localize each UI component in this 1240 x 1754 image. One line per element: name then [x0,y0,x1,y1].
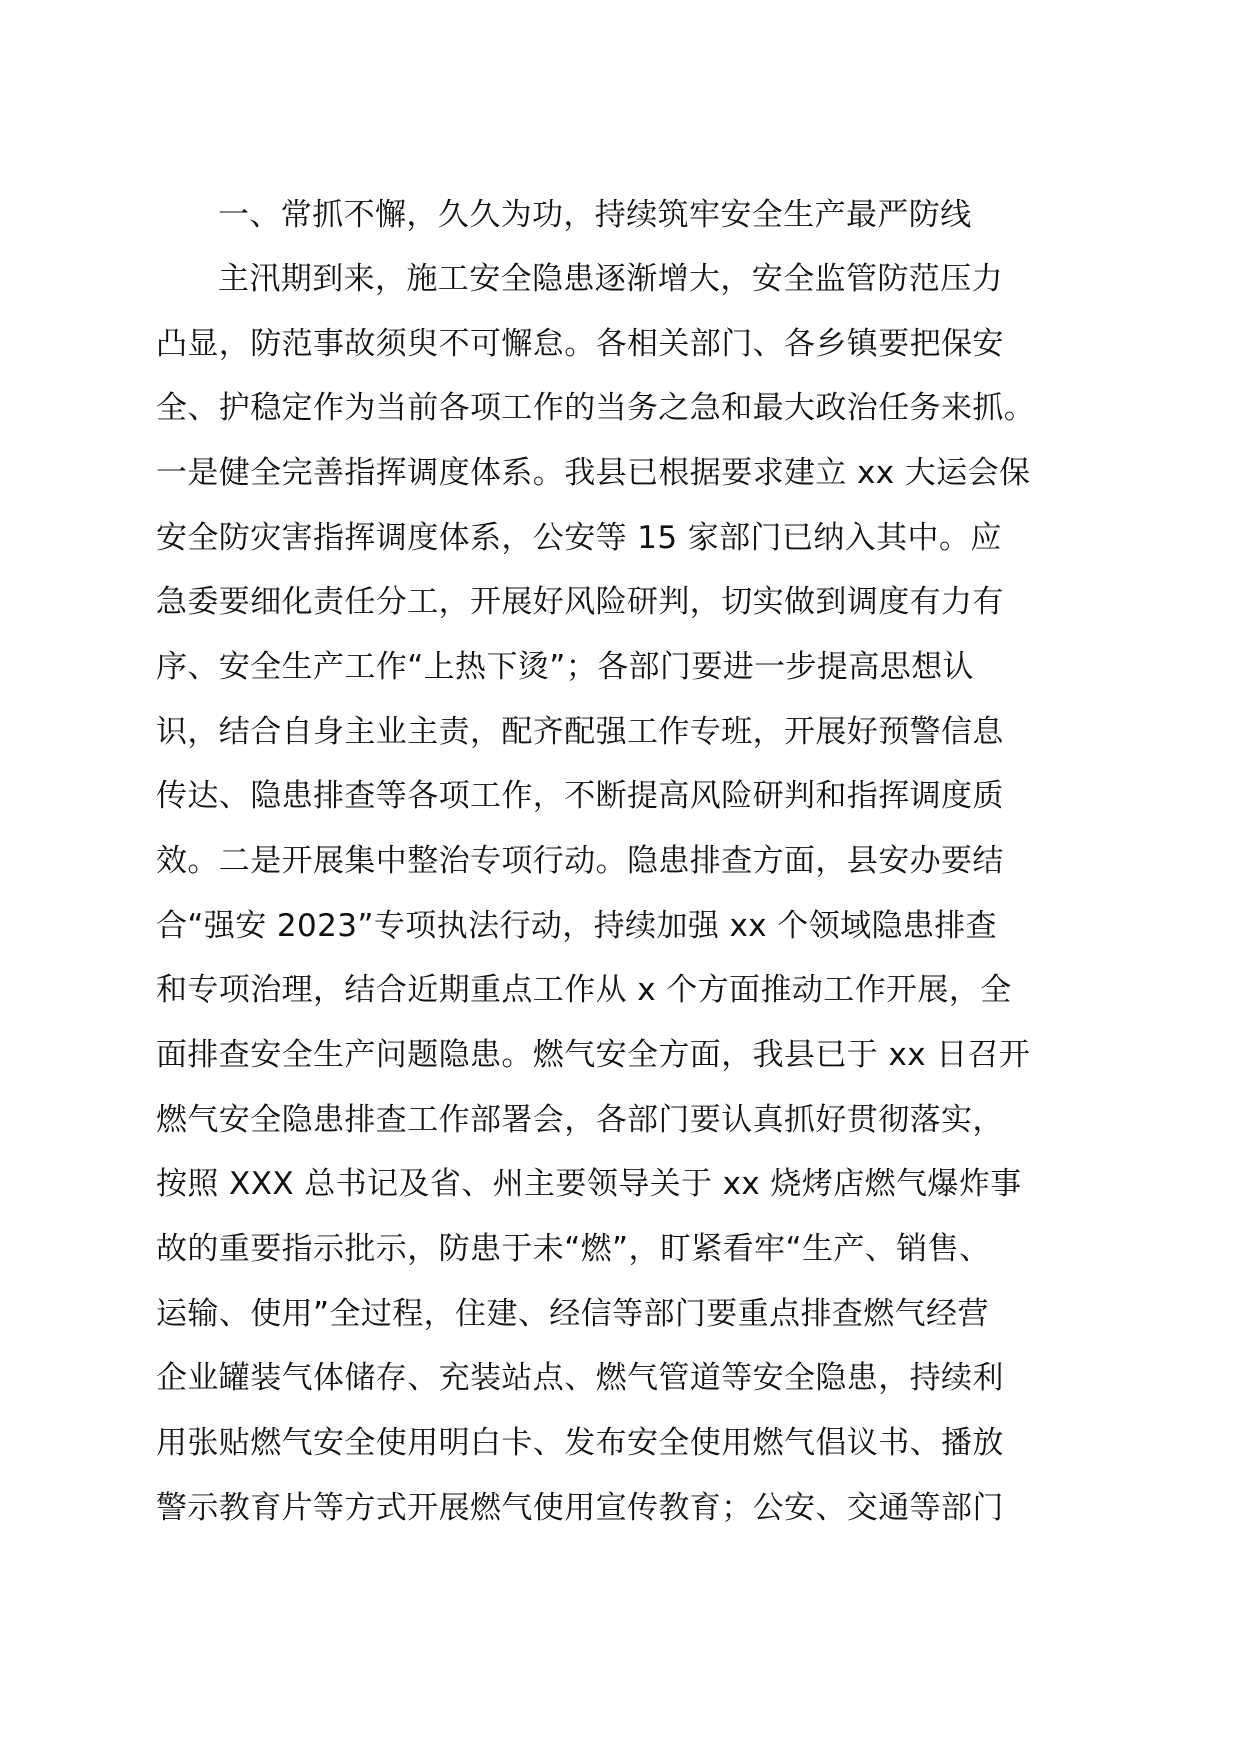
paragraph-line: 用张贴燃气安全使用明白卡、发布安全使用燃气倡议书、播放 [156,1425,1004,1461]
paragraph-line: 燃气安全隐患排查工作部署会，各部门要认真抓好贯彻落实， [156,1102,1004,1138]
paragraph-line: 故的重要指示批示，防患于未“燃”，盯紧看牢“生产、销售、 [156,1231,991,1267]
paragraph-line: 和专项治理，结合近期重点工作从 x 个方面推动工作开展，全 [156,972,1012,1008]
paragraph-line: 一是健全完善指挥调度体系。我县已根据要求建立 xx 大运会保 [156,455,1031,491]
paragraph-line: 序、安全生产工作“上热下烫”；各部门要进一步提高思想认 [156,649,974,685]
paragraph-line: 面排查安全生产问题隐患。燃气安全方面，我县已于 xx 日召开 [156,1037,1031,1073]
paragraph-line: 效。二是开展集中整治专项行动。隐患排查方面，县安办要结 [156,843,1004,879]
paragraph-line: 全、护稳定作为当前各项工作的当务之急和最大政治任务来抓。 [156,390,1036,426]
paragraph-line: 凸显，防范事故须臾不可懈怠。各相关部门、各乡镇要把保安 [156,326,1004,362]
paragraph-line: 企业罐装气体储存、充装站点、燃气管道等安全隐患，持续利 [156,1360,1004,1396]
paragraph-line: 传达、隐患排查等各项工作，不断提高风险研判和指挥调度质 [156,778,1004,814]
paragraph-line: 安全防灾害指挥调度体系，公安等 15 家部门已纳入其中。应 [156,520,1002,556]
paragraph-line: 主汛期到来，施工安全隐患逐渐增大，安全监管防范压力 [218,261,1003,297]
section-heading: 一、常抓不懈，久久为功，持续筑牢安全生产最严防线 [218,197,972,233]
paragraph-line: 急委要细化责任分工，开展好风险研判，切实做到调度有力有 [156,584,1004,620]
paragraph-line: 按照 XXX 总书记及省、州主要领导关于 xx 烧烤店燃气爆炸事 [156,1166,1022,1202]
paragraph-line: 警示教育片等方式开展燃气使用宣传教育；公安、交通等部门 [156,1490,1004,1526]
paragraph-line: 运输、使用”全过程，住建、经信等部门要重点排查燃气经营 [156,1296,989,1332]
paragraph-line: 合“强安 2023”专项执法行动，持续加强 xx 个领域隐患排查 [156,908,998,944]
paragraph-line: 识，结合自身主业主责，配齐配强工作专班，开展好预警信息 [156,714,1004,750]
